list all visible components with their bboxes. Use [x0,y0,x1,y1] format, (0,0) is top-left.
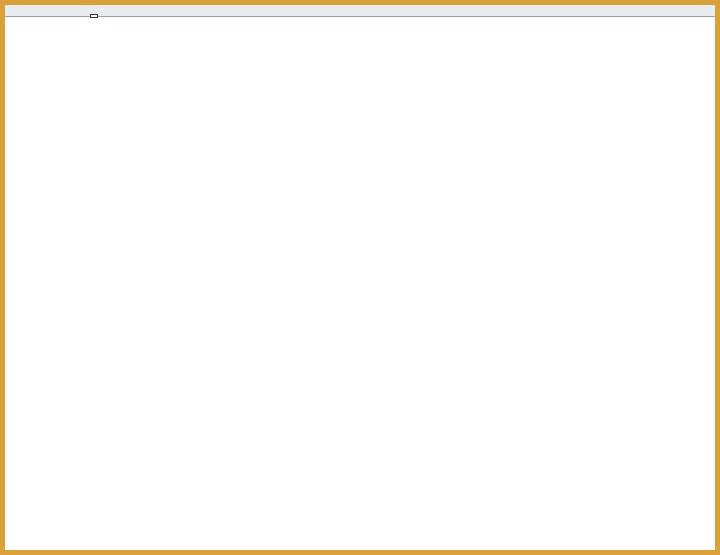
column-header-bar [5,5,720,17]
name-box-tooltip [90,14,98,18]
